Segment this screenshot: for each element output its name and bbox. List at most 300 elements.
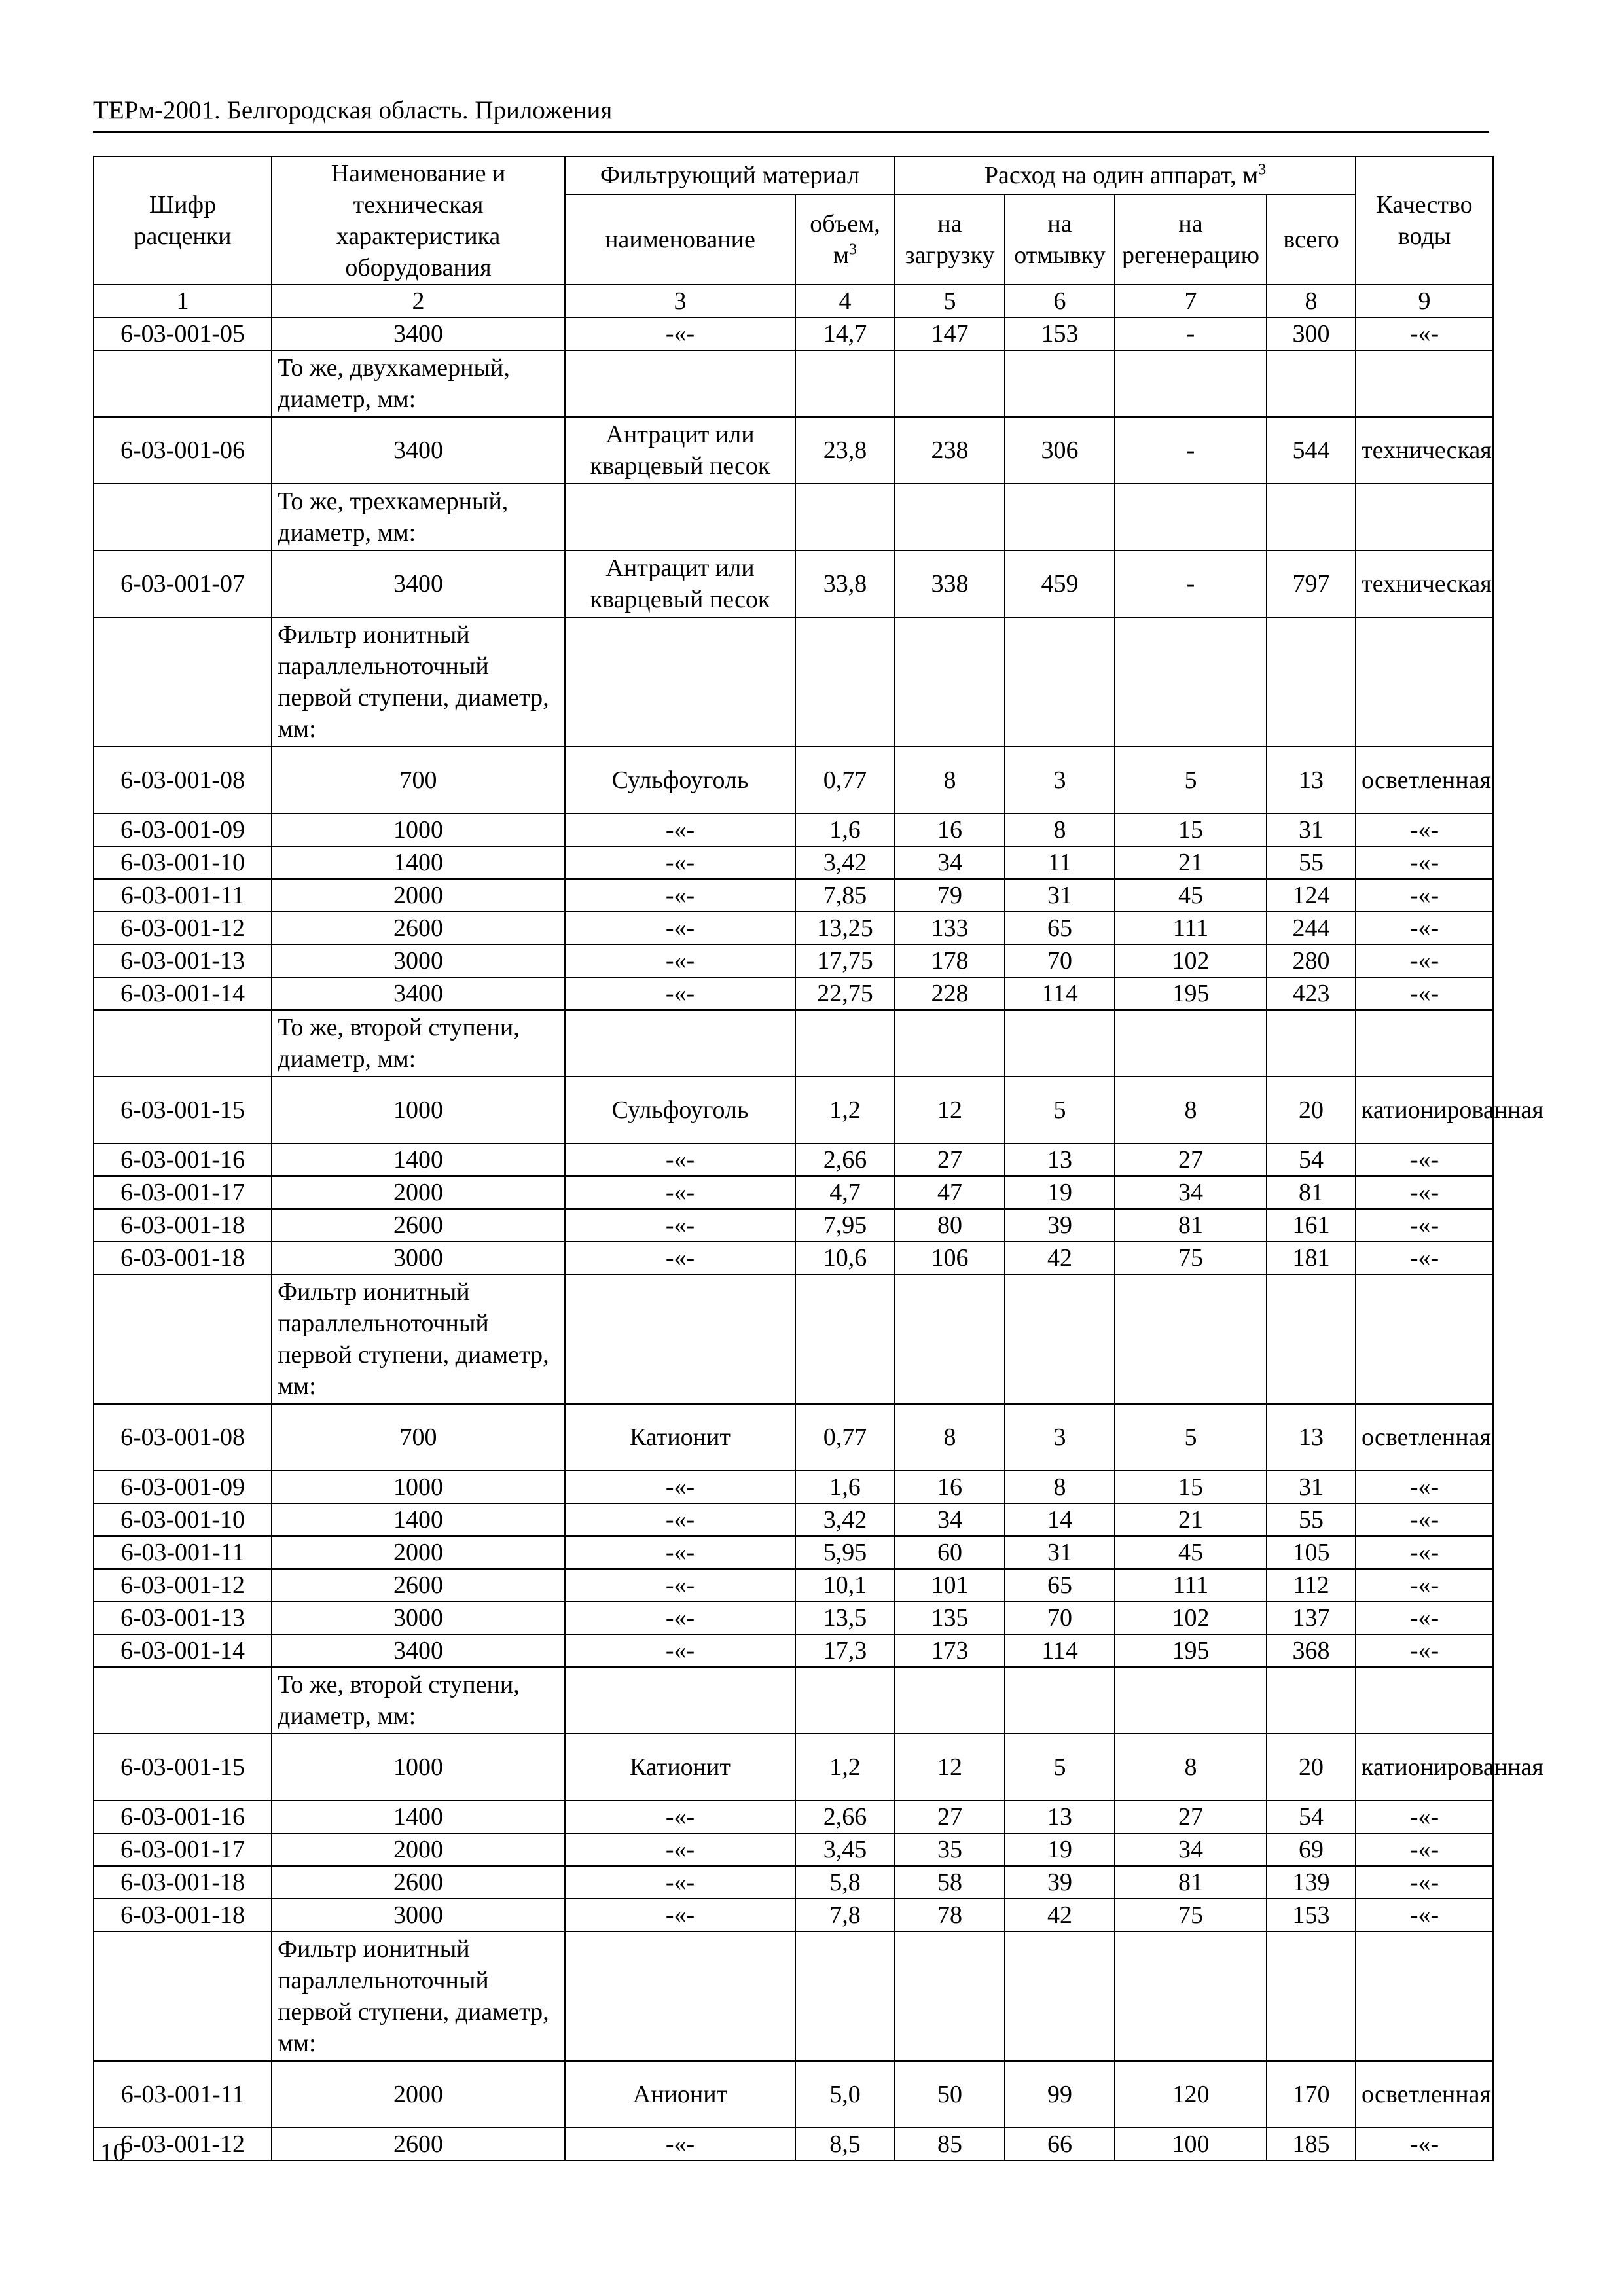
cell-name: 2600: [272, 1866, 565, 1899]
cell-name: 2000: [272, 1536, 565, 1569]
cell-material: -«-: [565, 814, 795, 846]
cell-quality: осветленная: [1356, 747, 1493, 814]
cell-quality: -«-: [1356, 1176, 1493, 1209]
cell-regeneration: 81: [1115, 1209, 1267, 1242]
cell-code: 6-03-001-11: [94, 1536, 272, 1569]
cell-total: 181: [1267, 1242, 1356, 1274]
cell-total: 13: [1267, 747, 1356, 814]
cell-washing: 31: [1005, 879, 1115, 912]
cell-material: Сульфоуголь: [565, 1077, 795, 1143]
cell-quality: -«-: [1356, 912, 1493, 944]
cell-total: 139: [1267, 1866, 1356, 1899]
section-row: [94, 617, 1493, 747]
cell-volume: 0,77: [795, 1404, 895, 1471]
cell-total: 69: [1267, 1833, 1356, 1866]
cell-quality: техническая: [1356, 417, 1493, 484]
empty-cell: [1115, 484, 1267, 550]
cell-regeneration: 111: [1115, 912, 1267, 944]
cell-quality: -«-: [1356, 317, 1493, 350]
cell-washing: 459: [1005, 550, 1115, 617]
cell-washing: 19: [1005, 1176, 1115, 1209]
empty-cell: [1267, 617, 1356, 747]
col-number: 3: [565, 285, 795, 317]
cell-volume: 3,42: [795, 846, 895, 879]
unit-superscript: 3: [849, 241, 857, 259]
cell-name: 700: [272, 747, 565, 814]
cell-quality: осветленная: [1356, 2061, 1493, 2128]
cell-volume: 2,66: [795, 1801, 895, 1833]
cell-quality: -«-: [1356, 1536, 1493, 1569]
cell-code: 6-03-001-06: [94, 417, 272, 484]
cell-code: 6-03-001-12: [94, 2128, 272, 2161]
table-row: [94, 977, 1493, 1010]
cell-code: 6-03-001-11: [94, 879, 272, 912]
cell-quality: -«-: [1356, 1602, 1493, 1634]
cell-material: -«-: [565, 1176, 795, 1209]
table-row: [94, 1569, 1493, 1602]
col-number: 2: [272, 285, 565, 317]
cell-material: -«-: [565, 1801, 795, 1833]
empty-cell: [94, 1667, 272, 1734]
section-row: [94, 350, 1493, 417]
cell-name: 3000: [272, 1242, 565, 1274]
cell-total: 161: [1267, 1209, 1356, 1242]
cell-material: -«-: [565, 1833, 795, 1866]
table-row: [94, 1602, 1493, 1634]
cell-total: 54: [1267, 1143, 1356, 1176]
cell-regeneration: 120: [1115, 2061, 1267, 2128]
cell-regeneration: 5: [1115, 1404, 1267, 1471]
cell-loading: 12: [895, 1077, 1005, 1143]
page-header-title: ТЕРм-2001. Белгородская область. Приложения: [93, 96, 613, 124]
cell-total: 544: [1267, 417, 1356, 484]
cell-loading: 101: [895, 1569, 1005, 1602]
cell-washing: 99: [1005, 2061, 1115, 2128]
cell-volume: 13,25: [795, 912, 895, 944]
cell-loading: 35: [895, 1833, 1005, 1866]
col-number: 7: [1115, 285, 1267, 317]
cell-code: 6-03-001-13: [94, 1602, 272, 1634]
cell-total: 55: [1267, 846, 1356, 879]
cell-quality: -«-: [1356, 1143, 1493, 1176]
cell-washing: 3: [1005, 1404, 1115, 1471]
cell-volume: 17,75: [795, 944, 895, 977]
cell-loading: 238: [895, 417, 1005, 484]
cell-washing: 8: [1005, 1471, 1115, 1503]
empty-cell: [1005, 617, 1115, 747]
cell-code: 6-03-001-15: [94, 1734, 272, 1801]
header-row: [94, 156, 1493, 194]
cell-quality: -«-: [1356, 846, 1493, 879]
cell-total: 20: [1267, 1077, 1356, 1143]
cell-washing: 66: [1005, 2128, 1115, 2161]
table-row: [94, 317, 1493, 350]
empty-cell: [1115, 1010, 1267, 1077]
cell-regeneration: 102: [1115, 1602, 1267, 1634]
empty-cell: [1267, 1010, 1356, 1077]
cell-quality: -«-: [1356, 1801, 1493, 1833]
cell-code: 6-03-001-15: [94, 1077, 272, 1143]
cell-total: 55: [1267, 1503, 1356, 1536]
empty-cell: [94, 350, 272, 417]
cell-loading: 147: [895, 317, 1005, 350]
empty-cell: [1115, 1667, 1267, 1734]
cell-loading: 60: [895, 1536, 1005, 1569]
cell-name: 700: [272, 1404, 565, 1471]
cell-quality: -«-: [1356, 1634, 1493, 1667]
cell-name: 3400: [272, 1634, 565, 1667]
cell-code: 6-03-001-14: [94, 1634, 272, 1667]
cell-material: Антрацит или кварцевый песок: [565, 550, 795, 617]
cell-washing: 70: [1005, 944, 1115, 977]
cell-washing: 114: [1005, 977, 1115, 1010]
cell-name: 3400: [272, 317, 565, 350]
empty-cell: [795, 1667, 895, 1734]
cell-regeneration: 75: [1115, 1242, 1267, 1274]
cell-name: 1000: [272, 1471, 565, 1503]
empty-cell: [795, 617, 895, 747]
cell-volume: 1,6: [795, 814, 895, 846]
table-row: [94, 1801, 1493, 1833]
table-row: [94, 814, 1493, 846]
table-row: [94, 2061, 1493, 2128]
cell-volume: 7,85: [795, 879, 895, 912]
cell-code: 6-03-001-14: [94, 977, 272, 1010]
table-row: [94, 747, 1493, 814]
cell-code: 6-03-001-18: [94, 1899, 272, 1931]
cell-loading: 135: [895, 1602, 1005, 1634]
cell-name: 3000: [272, 1899, 565, 1931]
col-header-material-name: наименование: [565, 194, 795, 285]
cell-quality: -«-: [1356, 1569, 1493, 1602]
cell-quality: -«-: [1356, 1899, 1493, 1931]
cell-name: 2600: [272, 1209, 565, 1242]
cell-material: Сульфоуголь: [565, 747, 795, 814]
cell-washing: 5: [1005, 1077, 1115, 1143]
cell-total: 300: [1267, 317, 1356, 350]
unit-superscript: 3: [1258, 161, 1267, 179]
cell-volume: 7,8: [795, 1899, 895, 1931]
cell-code: 6-03-001-07: [94, 550, 272, 617]
table-row: [94, 1209, 1493, 1242]
cell-quality: -«-: [1356, 2128, 1493, 2161]
cell-volume: 3,45: [795, 1833, 895, 1866]
empty-cell: [1115, 1931, 1267, 2061]
cell-quality: -«-: [1356, 1242, 1493, 1274]
col-header-washing: на отмывку: [1005, 194, 1115, 285]
table-row: [94, 2128, 1493, 2161]
cell-name: 1000: [272, 1734, 565, 1801]
cell-quality: осветленная: [1356, 1404, 1493, 1471]
cell-loading: 34: [895, 1503, 1005, 1536]
cell-volume: 3,42: [795, 1503, 895, 1536]
table-row: [94, 1143, 1493, 1176]
cell-regeneration: 8: [1115, 1077, 1267, 1143]
cell-quality: -«-: [1356, 879, 1493, 912]
cell-loading: 178: [895, 944, 1005, 977]
cell-loading: 27: [895, 1801, 1005, 1833]
empty-cell: [1267, 1667, 1356, 1734]
empty-cell: [1005, 1274, 1115, 1404]
col-header-volume: [795, 194, 895, 285]
cell-regeneration: 27: [1115, 1143, 1267, 1176]
empty-cell: [565, 1667, 795, 1734]
cell-washing: 13: [1005, 1143, 1115, 1176]
cell-volume: 13,5: [795, 1602, 895, 1634]
cell-code: 6-03-001-08: [94, 747, 272, 814]
cell-quality: катионированная: [1356, 1077, 1493, 1143]
cell-name: 1400: [272, 1801, 565, 1833]
cell-washing: 31: [1005, 1536, 1115, 1569]
cell-material: -«-: [565, 944, 795, 977]
cell-washing: 39: [1005, 1209, 1115, 1242]
cell-total: 13: [1267, 1404, 1356, 1471]
cell-volume: 2,66: [795, 1143, 895, 1176]
cell-regeneration: 21: [1115, 846, 1267, 879]
cell-volume: 10,6: [795, 1242, 895, 1274]
cell-name: 1000: [272, 814, 565, 846]
cell-name: 2000: [272, 2061, 565, 2128]
cell-volume: 4,7: [795, 1176, 895, 1209]
cell-material: -«-: [565, 1209, 795, 1242]
empty-cell: [1356, 1274, 1493, 1404]
cell-washing: 70: [1005, 1602, 1115, 1634]
table-row: [94, 1734, 1493, 1801]
empty-cell: [94, 617, 272, 747]
cell-code: 6-03-001-12: [94, 912, 272, 944]
empty-cell: [895, 1010, 1005, 1077]
cell-volume: 33,8: [795, 550, 895, 617]
cell-code: 6-03-001-12: [94, 1569, 272, 1602]
cell-total: 368: [1267, 1634, 1356, 1667]
cell-washing: 42: [1005, 1242, 1115, 1274]
cell-name: 1400: [272, 846, 565, 879]
col-number: 4: [795, 285, 895, 317]
table-row: [94, 1536, 1493, 1569]
col-number: 1: [94, 285, 272, 317]
cell-loading: 80: [895, 1209, 1005, 1242]
table-row: [94, 1833, 1493, 1866]
cell-total: 244: [1267, 912, 1356, 944]
cell-material: -«-: [565, 1143, 795, 1176]
cell-total: 105: [1267, 1536, 1356, 1569]
cell-loading: 338: [895, 550, 1005, 617]
cell-regeneration: 27: [1115, 1801, 1267, 1833]
cell-material: -«-: [565, 1634, 795, 1667]
cell-regeneration: 34: [1115, 1833, 1267, 1866]
cell-volume: 5,8: [795, 1866, 895, 1899]
cell-name: 2000: [272, 1176, 565, 1209]
empty-cell: [1005, 1931, 1115, 2061]
table-row: [94, 417, 1493, 484]
cell-regeneration: 21: [1115, 1503, 1267, 1536]
cell-total: 153: [1267, 1899, 1356, 1931]
cell-material: Катионит: [565, 1734, 795, 1801]
empty-cell: [895, 1931, 1005, 2061]
cell-volume: 0,77: [795, 747, 895, 814]
section-title: То же, двухкамерный, диаметр, мм:: [272, 350, 565, 417]
cell-regeneration: -: [1115, 550, 1267, 617]
cell-material: Катионит: [565, 1404, 795, 1471]
col-number: 6: [1005, 285, 1115, 317]
cell-loading: 12: [895, 1734, 1005, 1801]
cell-code: 6-03-001-13: [94, 944, 272, 977]
cell-material: Антрацит или кварцевый песок: [565, 417, 795, 484]
empty-cell: [1005, 350, 1115, 417]
cell-washing: 13: [1005, 1801, 1115, 1833]
cell-total: 81: [1267, 1176, 1356, 1209]
empty-cell: [1267, 350, 1356, 417]
cell-loading: 16: [895, 814, 1005, 846]
cell-washing: 65: [1005, 1569, 1115, 1602]
cell-code: 6-03-001-17: [94, 1833, 272, 1866]
cell-material: -«-: [565, 1503, 795, 1536]
cell-washing: 14: [1005, 1503, 1115, 1536]
empty-cell: [1267, 1274, 1356, 1404]
cell-loading: 27: [895, 1143, 1005, 1176]
cell-washing: 19: [1005, 1833, 1115, 1866]
empty-cell: [94, 1931, 272, 2061]
empty-cell: [1115, 617, 1267, 747]
table-row: [94, 1866, 1493, 1899]
cell-volume: 1,6: [795, 1471, 895, 1503]
cell-volume: 8,5: [795, 2128, 895, 2161]
cell-total: 54: [1267, 1801, 1356, 1833]
empty-cell: [565, 1274, 795, 1404]
table-row: [94, 1404, 1493, 1471]
table-row: [94, 944, 1493, 977]
cell-code: 6-03-001-18: [94, 1209, 272, 1242]
cell-regeneration: 15: [1115, 1471, 1267, 1503]
section-title: То же, трехкамерный, диаметр, мм:: [272, 484, 565, 550]
table-row: [94, 550, 1493, 617]
cell-name: 3400: [272, 417, 565, 484]
cell-material: -«-: [565, 317, 795, 350]
cell-regeneration: -: [1115, 417, 1267, 484]
cell-name: 3400: [272, 550, 565, 617]
empty-cell: [94, 1274, 272, 1404]
cell-washing: 114: [1005, 1634, 1115, 1667]
cell-volume: 17,3: [795, 1634, 895, 1667]
table-row: [94, 1242, 1493, 1274]
cell-washing: 39: [1005, 1866, 1115, 1899]
cell-loading: 133: [895, 912, 1005, 944]
cell-material: Анионит: [565, 2061, 795, 2128]
cell-loading: 8: [895, 1404, 1005, 1471]
empty-cell: [565, 617, 795, 747]
cell-name: 2000: [272, 1833, 565, 1866]
cell-code: 6-03-001-18: [94, 1866, 272, 1899]
cell-code: 6-03-001-09: [94, 1471, 272, 1503]
cell-material: -«-: [565, 912, 795, 944]
cell-quality: техническая: [1356, 550, 1493, 617]
cell-name: 2600: [272, 2128, 565, 2161]
empty-cell: [565, 484, 795, 550]
cell-volume: 7,95: [795, 1209, 895, 1242]
cell-washing: 306: [1005, 417, 1115, 484]
cell-name: 3400: [272, 977, 565, 1010]
table-row: [94, 912, 1493, 944]
cell-material: -«-: [565, 1899, 795, 1931]
cell-total: 185: [1267, 2128, 1356, 2161]
col-number: 5: [895, 285, 1005, 317]
cell-quality: -«-: [1356, 1209, 1493, 1242]
cell-loading: 85: [895, 2128, 1005, 2161]
col-header-name: Наименование и техническая характеристика оборудования: [272, 156, 565, 285]
cell-washing: 5: [1005, 1734, 1115, 1801]
table-row: [94, 846, 1493, 879]
cell-material: -«-: [565, 2128, 795, 2161]
cell-regeneration: 75: [1115, 1899, 1267, 1931]
cell-quality: -«-: [1356, 977, 1493, 1010]
cell-material: -«-: [565, 977, 795, 1010]
cell-washing: 42: [1005, 1899, 1115, 1931]
cell-loading: 58: [895, 1866, 1005, 1899]
empty-cell: [895, 1667, 1005, 1734]
table-row: [94, 1471, 1493, 1503]
cell-code: 6-03-001-05: [94, 317, 272, 350]
empty-cell: [1115, 1274, 1267, 1404]
table-row: [94, 1176, 1493, 1209]
cell-volume: 5,95: [795, 1536, 895, 1569]
page-number: 10: [100, 2138, 126, 2166]
section-title: Фильтр ионитный параллельноточный первой ступени, диаметр, мм:: [272, 1274, 565, 1404]
cell-volume: 1,2: [795, 1077, 895, 1143]
cell-regeneration: 5: [1115, 747, 1267, 814]
cell-quality: -«-: [1356, 944, 1493, 977]
header-divider: [93, 131, 1489, 133]
cell-total: 112: [1267, 1569, 1356, 1602]
col-header-code: Шифр расценки: [94, 156, 272, 285]
cell-quality: -«-: [1356, 1503, 1493, 1536]
cell-total: 137: [1267, 1602, 1356, 1634]
cell-total: 31: [1267, 814, 1356, 846]
cell-total: 170: [1267, 2061, 1356, 2128]
empty-cell: [1356, 1667, 1493, 1734]
cell-quality: катионированная: [1356, 1734, 1493, 1801]
cell-regeneration: 102: [1115, 944, 1267, 977]
cell-quality: -«-: [1356, 1471, 1493, 1503]
cell-quality: -«-: [1356, 814, 1493, 846]
rates-table: [93, 156, 1543, 2161]
cell-name: 1000: [272, 1077, 565, 1143]
cell-name: 2600: [272, 1569, 565, 1602]
section-row: [94, 1010, 1493, 1077]
cell-regeneration: 45: [1115, 1536, 1267, 1569]
empty-cell: [895, 484, 1005, 550]
cell-material: -«-: [565, 1866, 795, 1899]
cell-name: 2600: [272, 912, 565, 944]
cell-loading: 16: [895, 1471, 1005, 1503]
cell-code: 6-03-001-10: [94, 1503, 272, 1536]
section-title: Фильтр ионитный параллельноточный первой ступени, диаметр, мм:: [272, 1931, 565, 2061]
col-header-water-quality: Качество воды: [1356, 156, 1493, 285]
cell-material: -«-: [565, 1242, 795, 1274]
cell-material: -«-: [565, 1471, 795, 1503]
cell-code: 6-03-001-11: [94, 2061, 272, 2128]
empty-cell: [795, 350, 895, 417]
empty-cell: [795, 1010, 895, 1077]
cell-volume: 5,0: [795, 2061, 895, 2128]
col-header-loading: на загрузку: [895, 194, 1005, 285]
empty-cell: [1356, 350, 1493, 417]
cell-regeneration: 100: [1115, 2128, 1267, 2161]
table-body: [94, 156, 1543, 2161]
cell-code: 6-03-001-18: [94, 1242, 272, 1274]
section-row: [94, 1274, 1493, 1404]
empty-cell: [1356, 1010, 1493, 1077]
cell-washing: 11: [1005, 846, 1115, 879]
